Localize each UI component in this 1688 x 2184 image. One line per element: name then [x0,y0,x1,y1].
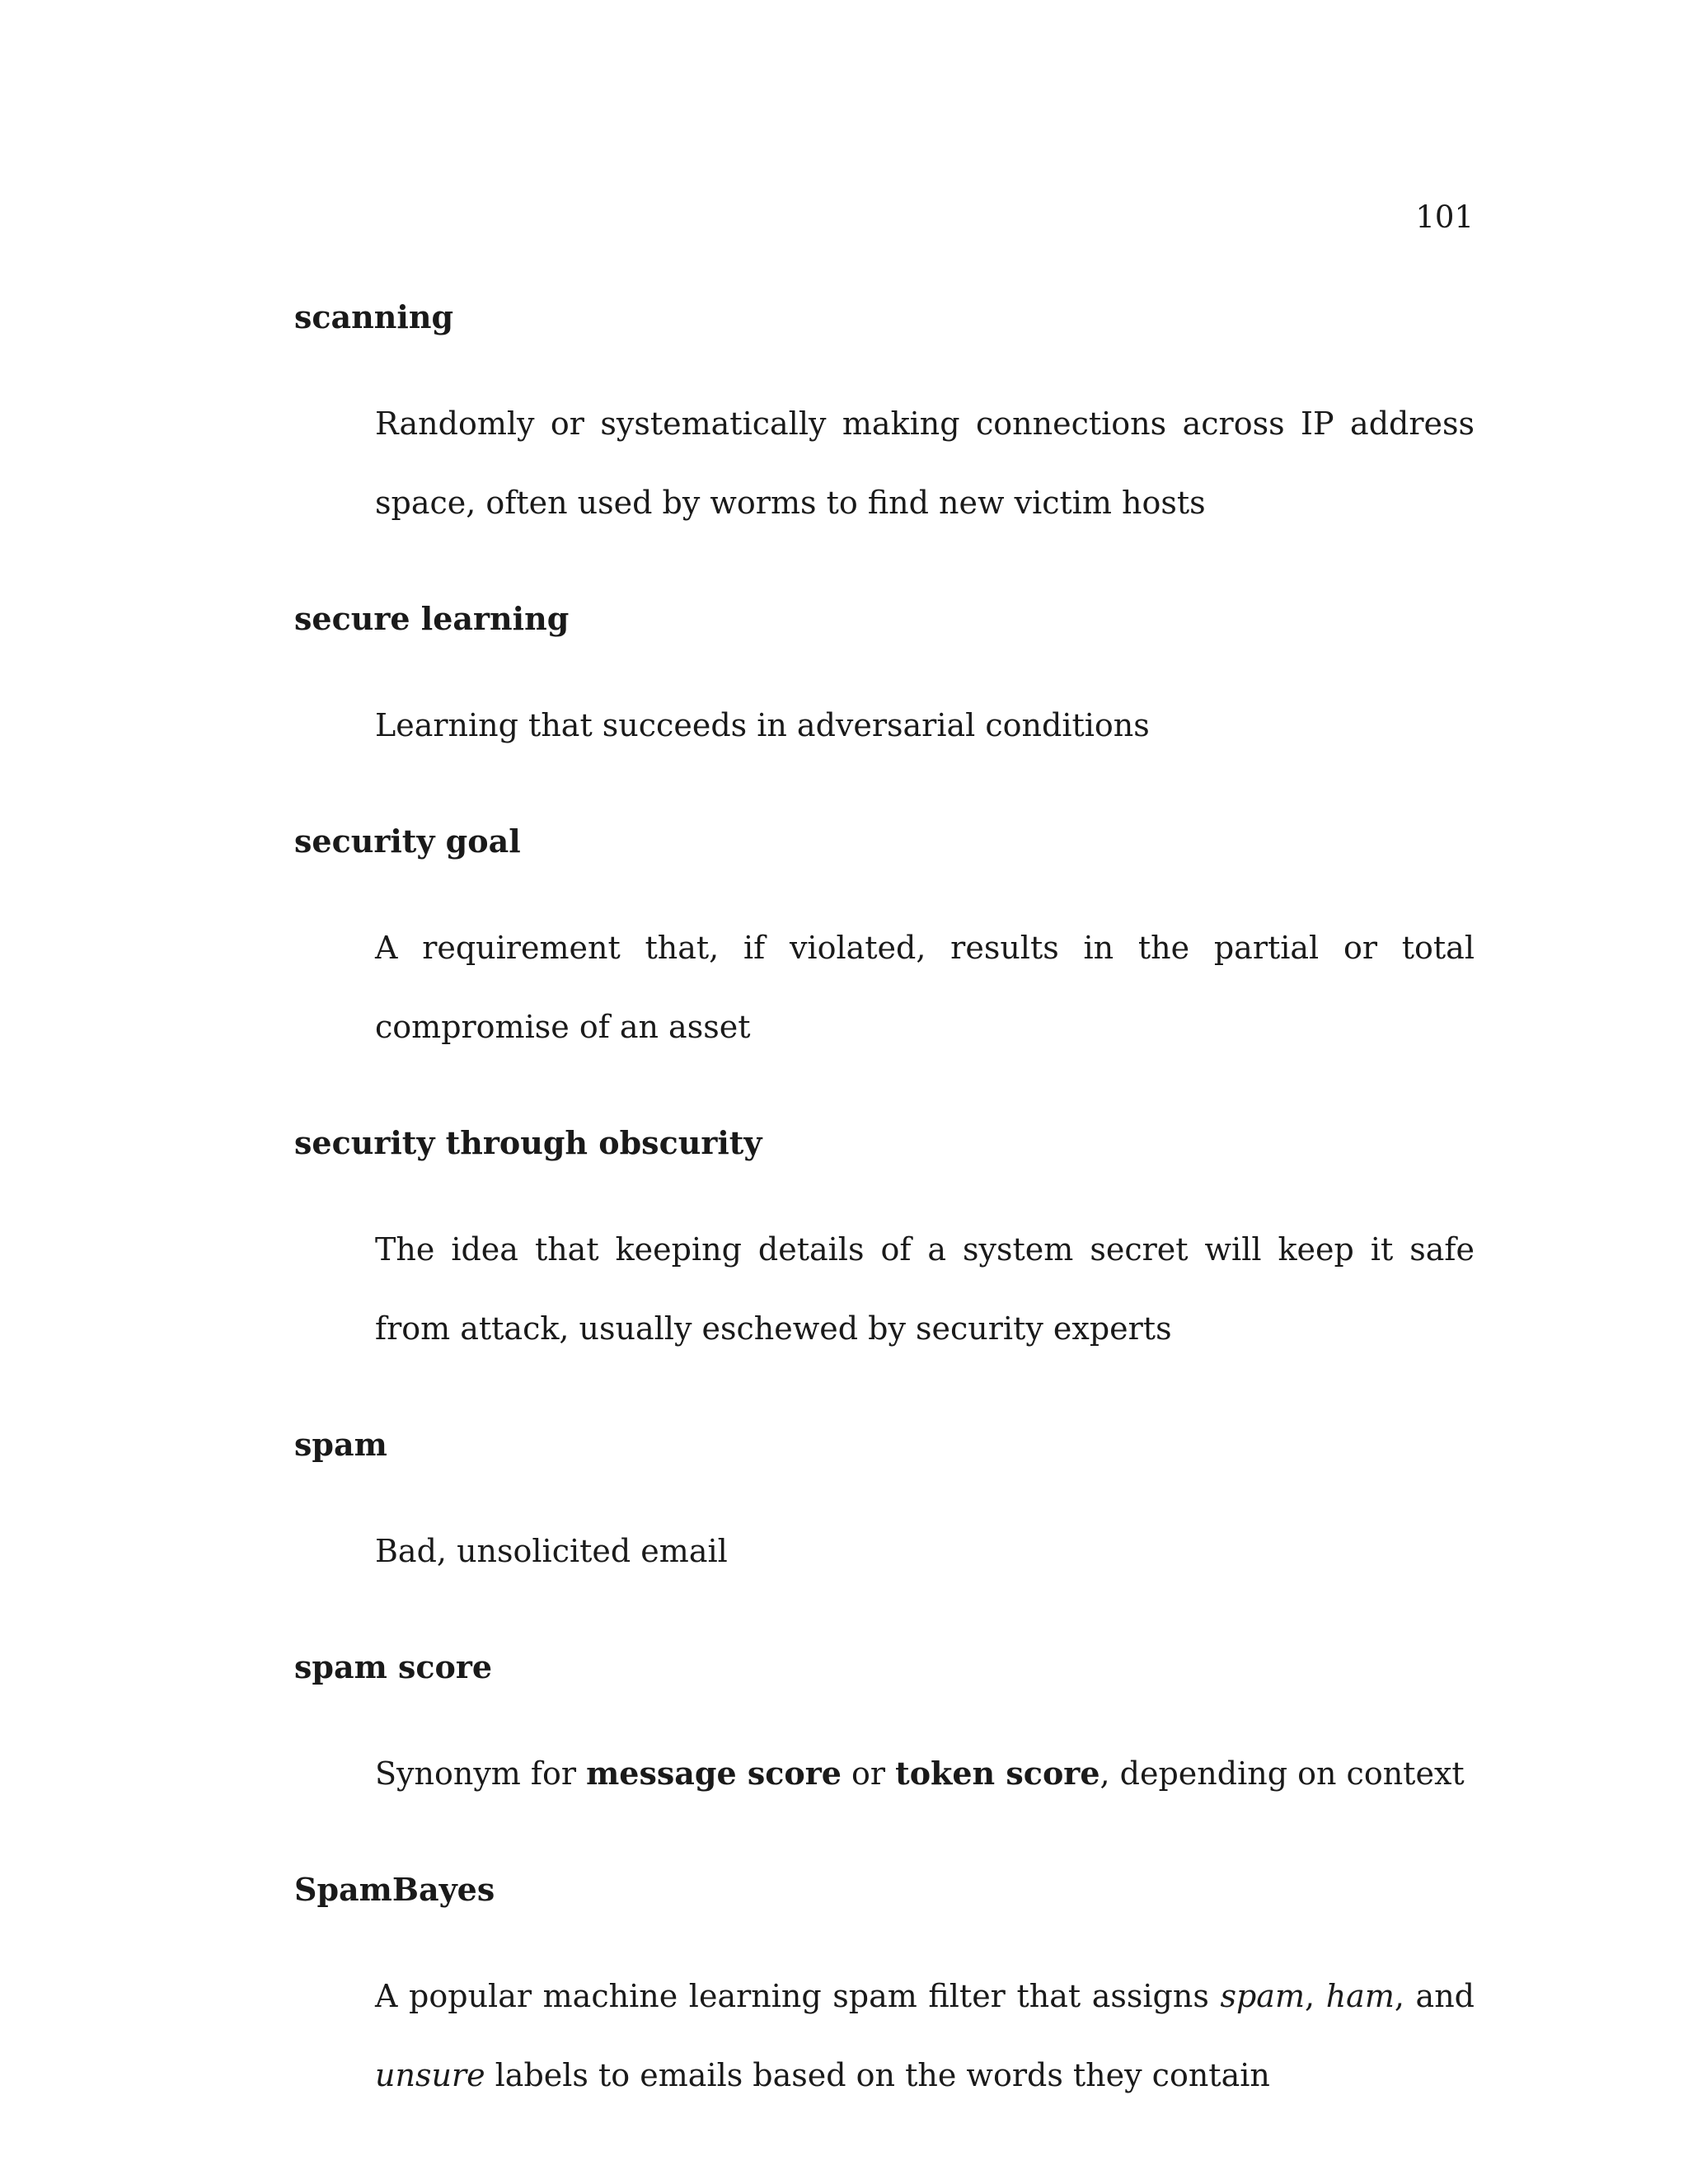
definition-text: , and [1394,1978,1475,2014]
glossary-definition: Bad, unsolicited email [375,1533,728,1569]
glossary-definition: The idea that keeping details of a system secret will keep it safe from attack, usually eschewed by security experts [375,1231,1475,1347]
glossary-term: scanning [294,298,454,335]
glossary-list [294,293,1475,2115]
definition-text: labels to emails based on the words they contain [485,2057,1270,2093]
glossary-definition [375,1734,1475,1813]
glossary-term: security goal [294,823,521,860]
definition-text: or [841,1755,896,1792]
glossary-definition: A requirement that, if violated, results in the partial or total compromise of an asset [375,930,1475,1045]
glossary-term: secure learning [294,600,570,637]
cross-reference-term: token score [895,1755,1100,1792]
glossary-entry-spam [294,1420,1475,1591]
glossary-term: SpamBayes [294,1871,495,1908]
emphasized-label: spam [1220,1978,1305,2014]
definition-text: , depending on context [1100,1755,1465,1792]
glossary-term: security through obscurity [294,1124,762,1161]
glossary-entry-spambayes [294,1865,1475,2115]
page-number: 101 [1415,199,1474,235]
glossary-entry-scanning [294,293,1475,542]
glossary-definition: Learning that succeeds in adversarial conditions [375,707,1150,743]
glossary-term: spam score [294,1648,493,1685]
glossary-definition [375,1957,1475,2115]
glossary-definition: Randomly or systematically making connections across IP address space, often used by worms to find new victim hosts [375,405,1475,521]
cross-reference-term: message score [586,1755,842,1792]
glossary-term: spam [294,1426,387,1463]
emphasized-label: unsure [375,2057,485,2093]
definition-text: A popular machine learning spam filter that assigns [375,1978,1221,2014]
definition-text: , [1304,1978,1326,2014]
definition-text: Synonym for [375,1755,587,1792]
glossary-entry-security-through-obscurity [294,1118,1475,1368]
glossary-entry-spam-score [294,1643,1475,1813]
glossary-entry-security-goal [294,817,1475,1066]
emphasized-label: ham [1325,1978,1395,2014]
glossary-entry-secure-learning [294,594,1475,765]
